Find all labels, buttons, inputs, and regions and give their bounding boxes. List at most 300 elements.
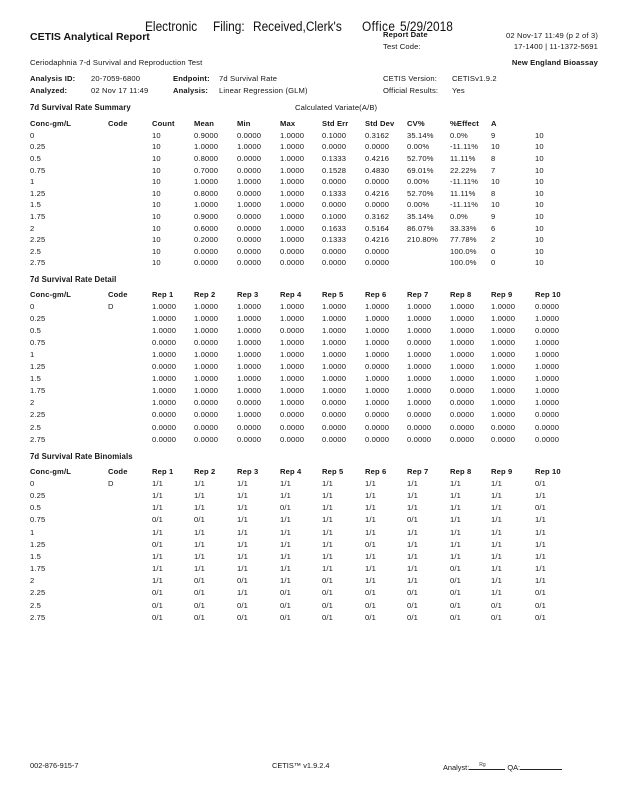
table-cell: 0.0000 bbox=[535, 410, 560, 420]
table-cell: 1/1 bbox=[407, 551, 419, 561]
table-cell: 0/1 bbox=[280, 503, 292, 513]
table-cell: D bbox=[108, 478, 114, 488]
table-cell: 9 bbox=[491, 130, 496, 140]
table-cell: 33.33% bbox=[450, 223, 477, 233]
table-cell: 1/1 bbox=[365, 490, 377, 500]
table-cell: 0/1 bbox=[194, 588, 206, 598]
table-cell: 1.0000 bbox=[407, 374, 432, 384]
table-cell: 0/1 bbox=[365, 612, 377, 622]
table-cell: 1.0000 bbox=[491, 410, 516, 420]
table-cell: 0.0000 bbox=[280, 434, 305, 444]
table-cell: 0.1333 bbox=[322, 154, 347, 164]
table-cell: 0.1633 bbox=[322, 223, 347, 233]
analyzed-label: Analyzed: bbox=[30, 86, 68, 95]
table-cell: 1.0000 bbox=[280, 130, 305, 140]
table-cell: 1 bbox=[30, 350, 35, 360]
column-header: Rep 7 bbox=[407, 466, 429, 476]
table-cell: 1.0000 bbox=[237, 142, 262, 152]
table-cell: 7 bbox=[491, 165, 496, 175]
table-cell: 1/1 bbox=[535, 551, 547, 561]
table-cell: 0.3162 bbox=[365, 130, 390, 140]
table-cell: 0 bbox=[30, 301, 35, 311]
table-cell: 1.0000 bbox=[535, 374, 560, 384]
table-cell: 1/1 bbox=[280, 576, 292, 586]
table-cell: 1/1 bbox=[237, 551, 249, 561]
column-header: Rep 2 bbox=[194, 289, 216, 299]
table-cell: 1/1 bbox=[365, 503, 377, 513]
table-cell: 10 bbox=[535, 258, 544, 268]
table-cell: 1.75 bbox=[30, 212, 46, 222]
table-row bbox=[30, 599, 590, 611]
table-cell: 1 bbox=[30, 527, 35, 537]
table-cell: 0/1 bbox=[280, 612, 292, 622]
table-cell: 1.0000 bbox=[407, 386, 432, 396]
column-header: Rep 4 bbox=[280, 289, 302, 299]
table-cell: 0.0000 bbox=[194, 434, 219, 444]
table-cell: 2 bbox=[30, 398, 35, 408]
table-cell: 1.0000 bbox=[280, 362, 305, 372]
table-cell: 0.9000 bbox=[194, 130, 219, 140]
table-cell: 1.0000 bbox=[237, 313, 262, 323]
table-cell: 1.0000 bbox=[407, 325, 432, 335]
table-cell: 10 bbox=[535, 212, 544, 222]
table-cell: 0.0000 bbox=[365, 362, 390, 372]
qa-label: QA: bbox=[507, 763, 521, 772]
table-cell: 10 bbox=[535, 165, 544, 175]
table-cell: 10 bbox=[535, 223, 544, 233]
table-header-row bbox=[30, 288, 590, 300]
table-cell: 0.0000 bbox=[237, 434, 262, 444]
table-cell: 0.0000 bbox=[280, 246, 305, 256]
table-cell: 0/1 bbox=[365, 588, 377, 598]
table-cell: 1/1 bbox=[491, 478, 503, 488]
table-cell: 1.0000 bbox=[194, 386, 219, 396]
column-header: Mean bbox=[194, 119, 215, 129]
table-cell: 0.0000 bbox=[280, 410, 305, 420]
table-row bbox=[30, 575, 590, 587]
table-cell: -11.11% bbox=[450, 177, 479, 187]
table-cell: 1/1 bbox=[152, 576, 164, 586]
table-row bbox=[30, 130, 590, 142]
table-cell: 0/1 bbox=[322, 576, 334, 586]
table-cell: 8 bbox=[491, 154, 496, 164]
table-cell: 1.0000 bbox=[194, 200, 219, 210]
table-cell: 1.0000 bbox=[450, 350, 475, 360]
table-cell: 1.75 bbox=[30, 386, 46, 396]
filing-stamp-word: Received,Clerk's bbox=[253, 19, 342, 34]
table-cell: 10 bbox=[535, 188, 544, 198]
table-cell: 0 bbox=[491, 246, 496, 256]
table-cell: 0.4216 bbox=[365, 188, 390, 198]
table-cell: 0/1 bbox=[450, 600, 462, 610]
table-cell: 0.0000 bbox=[365, 422, 390, 432]
filing-stamp-date: 5/29/2018 bbox=[400, 19, 453, 34]
table-cell: 10 bbox=[535, 246, 544, 256]
table-cell: 1.0000 bbox=[280, 188, 305, 198]
table-cell: 2.5 bbox=[30, 600, 42, 610]
report-date-value: 02 Nov-17 11:49 (p 2 of 3) bbox=[506, 31, 598, 40]
cetis-version-label: CETIS Version: bbox=[383, 74, 438, 83]
table-row bbox=[30, 477, 590, 489]
table-cell: 0.7000 bbox=[194, 165, 219, 175]
table-cell: 1/1 bbox=[491, 527, 503, 537]
table-cell: 1/1 bbox=[365, 564, 377, 574]
table-cell: 1.0000 bbox=[237, 325, 262, 335]
table-row bbox=[30, 300, 590, 312]
table-cell: 0.9000 bbox=[194, 212, 219, 222]
column-header: Conc-gm/L bbox=[30, 119, 72, 129]
table-cell: 1/1 bbox=[237, 527, 249, 537]
table-cell: 35.14% bbox=[407, 130, 434, 140]
table-cell: 10 bbox=[535, 235, 544, 245]
table-cell: 100.0% bbox=[450, 246, 477, 256]
table-cell: 0.0000 bbox=[194, 410, 219, 420]
table-cell: 1/1 bbox=[322, 490, 334, 500]
table-cell: 1.0000 bbox=[450, 362, 475, 372]
table-cell: 1/1 bbox=[152, 490, 164, 500]
table-cell: 0/1 bbox=[237, 600, 249, 610]
analysis-value: Linear Regression (GLM) bbox=[219, 86, 308, 95]
table-header-row bbox=[30, 465, 590, 477]
table-cell: 0/1 bbox=[322, 588, 334, 598]
table-cell: 1/1 bbox=[280, 527, 292, 537]
table-cell: 0.1333 bbox=[322, 235, 347, 245]
table-cell: 1/1 bbox=[491, 515, 503, 525]
table-cell: 1.0000 bbox=[237, 362, 262, 372]
table-cell: 2.75 bbox=[30, 434, 46, 444]
table-cell: 0/1 bbox=[237, 576, 249, 586]
table-row bbox=[30, 587, 590, 599]
table-cell: 1.0000 bbox=[237, 200, 262, 210]
table-cell: 0.0000 bbox=[280, 325, 305, 335]
table-row bbox=[30, 397, 590, 409]
table-cell: 10 bbox=[152, 200, 161, 210]
table-cell: 1.0000 bbox=[365, 313, 390, 323]
table-cell: 0/1 bbox=[152, 588, 164, 598]
table-cell: 0/1 bbox=[535, 478, 547, 488]
table-cell: 10 bbox=[535, 200, 544, 210]
official-results-value: Yes bbox=[452, 86, 465, 95]
table-cell: 0.0000 bbox=[237, 246, 262, 256]
table-cell: 0.4830 bbox=[365, 165, 390, 175]
table-cell: 1/1 bbox=[491, 503, 503, 513]
table-row bbox=[30, 514, 590, 526]
table-cell: 1.0000 bbox=[280, 398, 305, 408]
table-cell: 0.0000 bbox=[365, 434, 390, 444]
table-cell: 0/1 bbox=[194, 612, 206, 622]
table-cell: 0/1 bbox=[365, 600, 377, 610]
table-cell: 0/1 bbox=[450, 576, 462, 586]
table-cell: 1/1 bbox=[194, 551, 206, 561]
column-header: A bbox=[491, 119, 497, 129]
table-cell: 0/1 bbox=[535, 600, 547, 610]
column-header: Code bbox=[108, 289, 128, 299]
table-cell: 0.0000 bbox=[491, 422, 516, 432]
table-cell: 1/1 bbox=[152, 551, 164, 561]
column-header: Rep 5 bbox=[322, 466, 344, 476]
table-cell: 1.0000 bbox=[491, 325, 516, 335]
table-cell: 1/1 bbox=[450, 503, 462, 513]
table-cell: 1/1 bbox=[407, 527, 419, 537]
table-cell: 1/1 bbox=[194, 564, 206, 574]
table-row bbox=[30, 222, 590, 234]
table-cell: 0/1 bbox=[152, 600, 164, 610]
column-header: Rep 8 bbox=[450, 289, 472, 299]
table-cell: 1/1 bbox=[322, 564, 334, 574]
table-cell: 52.70% bbox=[407, 188, 434, 198]
table-cell: 0/1 bbox=[365, 539, 377, 549]
table-cell: 1.0000 bbox=[322, 313, 347, 323]
table-cell: 0/1 bbox=[194, 600, 206, 610]
table-cell: 10 bbox=[152, 246, 161, 256]
survival-binomials-table bbox=[30, 465, 590, 623]
analysis-id-label: Analysis ID: bbox=[30, 74, 76, 83]
table-cell: 0/1 bbox=[535, 503, 547, 513]
table-cell: 0/1 bbox=[407, 612, 419, 622]
table-cell: 1.0000 bbox=[280, 177, 305, 187]
table-cell: 1.0000 bbox=[194, 350, 219, 360]
table-cell: 0.0000 bbox=[237, 130, 262, 140]
analyst-initials: Rg bbox=[479, 762, 486, 768]
table-cell: 1.0000 bbox=[280, 142, 305, 152]
document-id: 002-876-915-7 bbox=[30, 761, 79, 770]
table-cell: 0/1 bbox=[322, 600, 334, 610]
column-header: Rep 3 bbox=[237, 466, 259, 476]
table-cell: 1/1 bbox=[152, 527, 164, 537]
table-cell: 1/1 bbox=[491, 588, 503, 598]
table-cell: 1/1 bbox=[280, 564, 292, 574]
table-cell: 0.0000 bbox=[237, 223, 262, 233]
table-cell: 0.5 bbox=[30, 154, 42, 164]
table-cell: 1/1 bbox=[237, 588, 249, 598]
table-cell: 2.5 bbox=[30, 246, 42, 256]
table-cell: 1/1 bbox=[365, 527, 377, 537]
table-cell: 1/1 bbox=[280, 478, 292, 488]
table-cell: 10 bbox=[535, 142, 544, 152]
table-cell: 1/1 bbox=[194, 503, 206, 513]
table-cell: 10 bbox=[152, 142, 161, 152]
table-cell: 0.0000 bbox=[407, 434, 432, 444]
table-cell: 0.0000 bbox=[365, 200, 390, 210]
table-cell: 10 bbox=[152, 154, 161, 164]
table-cell: 1/1 bbox=[450, 527, 462, 537]
table-cell: 1.0000 bbox=[152, 313, 177, 323]
table-cell: 1.0000 bbox=[450, 325, 475, 335]
table-cell: 0.1528 bbox=[322, 165, 347, 175]
column-header: Count bbox=[152, 119, 175, 129]
column-header: Rep 1 bbox=[152, 289, 174, 299]
table-cell: 2.75 bbox=[30, 612, 46, 622]
analyzed-value: 02 Nov 17 11:49 bbox=[91, 86, 149, 95]
table-cell: 2 bbox=[30, 576, 35, 586]
table-row bbox=[30, 141, 590, 153]
analysis-id-value: 20-7059-6800 bbox=[91, 74, 141, 83]
table-cell: 0.0000 bbox=[450, 410, 475, 420]
table-cell: 0/1 bbox=[152, 612, 164, 622]
table-cell: 1.0000 bbox=[194, 142, 219, 152]
table-cell: 1.0000 bbox=[194, 313, 219, 323]
table-cell: 1.0000 bbox=[237, 350, 262, 360]
lab-name: New England Bioassay bbox=[511, 58, 598, 67]
column-header: Rep 6 bbox=[365, 466, 387, 476]
column-header: Rep 9 bbox=[491, 466, 513, 476]
table-cell: 0.0000 bbox=[280, 258, 305, 268]
table-cell: 10 bbox=[152, 212, 161, 222]
table-row bbox=[30, 502, 590, 514]
table-cell: 1/1 bbox=[450, 478, 462, 488]
table-cell: 0.00% bbox=[407, 142, 430, 152]
table-cell: 0.6000 bbox=[194, 223, 219, 233]
table-cell: 1/1 bbox=[322, 515, 334, 525]
table-cell: 1/1 bbox=[407, 503, 419, 513]
table-cell: 10 bbox=[152, 235, 161, 245]
table-cell: 1/1 bbox=[194, 539, 206, 549]
table-header-row bbox=[30, 118, 590, 130]
table-cell: 8 bbox=[491, 188, 496, 198]
table-cell: 0/1 bbox=[450, 564, 462, 574]
table-cell: 1/1 bbox=[535, 490, 547, 500]
table-row bbox=[30, 526, 590, 538]
report-title: CETIS Analytical Report bbox=[30, 31, 150, 43]
table-cell: 1/1 bbox=[280, 539, 292, 549]
table-cell: 1.0000 bbox=[407, 313, 432, 323]
report-date-label: Report Date bbox=[383, 30, 428, 39]
table-cell: 0.0000 bbox=[407, 337, 432, 347]
table-cell: 0.5 bbox=[30, 503, 42, 513]
table-cell: 2.25 bbox=[30, 588, 46, 598]
table-cell: 0.0000 bbox=[152, 337, 177, 347]
table-cell: 1.0000 bbox=[535, 386, 560, 396]
table-cell: 1/1 bbox=[152, 564, 164, 574]
table-cell: 1.0000 bbox=[280, 350, 305, 360]
column-header: Max bbox=[280, 119, 296, 129]
column-header: %Effect bbox=[450, 119, 479, 129]
table-cell: 2 bbox=[30, 223, 35, 233]
table-cell: 1.0000 bbox=[194, 325, 219, 335]
column-header: Rep 6 bbox=[365, 289, 387, 299]
table-cell: 0.0000 bbox=[365, 142, 390, 152]
table-cell: 1.0000 bbox=[535, 337, 560, 347]
table-cell: 1.0000 bbox=[450, 313, 475, 323]
table-cell: 0.0000 bbox=[491, 434, 516, 444]
table-cell: 1/1 bbox=[491, 564, 503, 574]
table-cell: 1/1 bbox=[322, 539, 334, 549]
table-cell: 1.0000 bbox=[491, 313, 516, 323]
table-cell: 0.0000 bbox=[152, 410, 177, 420]
table-cell: 0 bbox=[30, 478, 35, 488]
table-cell: 1.0000 bbox=[152, 325, 177, 335]
table-cell: 1.0000 bbox=[535, 313, 560, 323]
detail-section-title: 7d Survival Rate Detail bbox=[30, 275, 117, 284]
table-cell: 0.0000 bbox=[365, 410, 390, 420]
table-cell: 1.0000 bbox=[365, 386, 390, 396]
table-cell: 1/1 bbox=[237, 478, 249, 488]
column-header: Conc-gm/L bbox=[30, 466, 72, 476]
table-cell: 1.0000 bbox=[280, 223, 305, 233]
column-header: Rep 10 bbox=[535, 466, 561, 476]
table-cell: 1/1 bbox=[152, 503, 164, 513]
table-cell: 1.0000 bbox=[152, 374, 177, 384]
table-cell: 10 bbox=[491, 142, 500, 152]
table-row bbox=[30, 563, 590, 575]
table-cell: 1.0000 bbox=[322, 350, 347, 360]
filing-stamp-word: Filing: bbox=[213, 19, 245, 34]
table-cell: 0.0000 bbox=[194, 398, 219, 408]
table-cell: 0.0000 bbox=[237, 154, 262, 164]
calculated-variate-label: Calculated Variate(A/B) bbox=[295, 103, 378, 112]
table-cell: 0 bbox=[30, 130, 35, 140]
table-cell: 1.0000 bbox=[535, 350, 560, 360]
table-cell: 2 bbox=[491, 235, 496, 245]
table-cell: 1.0000 bbox=[237, 301, 262, 311]
table-cell: 0.0000 bbox=[194, 246, 219, 256]
column-header: Conc-gm/L bbox=[30, 289, 72, 299]
table-cell: 52.70% bbox=[407, 154, 434, 164]
table-cell: 10 bbox=[535, 177, 544, 187]
table-cell: 1.0000 bbox=[491, 386, 516, 396]
table-cell: 0.0000 bbox=[365, 258, 390, 268]
table-cell: 0/1 bbox=[535, 588, 547, 598]
table-cell: 1/1 bbox=[365, 576, 377, 586]
table-cell: 0.0000 bbox=[450, 422, 475, 432]
column-header: Rep 9 bbox=[491, 289, 513, 299]
table-cell: 1.0000 bbox=[237, 386, 262, 396]
table-cell: 0.0000 bbox=[194, 337, 219, 347]
table-cell: 0.0000 bbox=[322, 434, 347, 444]
table-cell: 0/1 bbox=[280, 600, 292, 610]
table-cell: 2.5 bbox=[30, 422, 42, 432]
table-cell: 0/1 bbox=[152, 515, 164, 525]
table-cell: 1/1 bbox=[450, 539, 462, 549]
table-cell: 1.0000 bbox=[365, 374, 390, 384]
table-cell: 0.3162 bbox=[365, 212, 390, 222]
column-header: CV% bbox=[407, 119, 425, 129]
table-cell: 1.0000 bbox=[407, 350, 432, 360]
table-cell: 1/1 bbox=[491, 576, 503, 586]
table-cell: 1.5 bbox=[30, 551, 42, 561]
table-cell: 0.0000 bbox=[322, 422, 347, 432]
table-cell: 0.0000 bbox=[322, 258, 347, 268]
table-cell: 1.0000 bbox=[365, 398, 390, 408]
table-cell: 69.01% bbox=[407, 165, 434, 175]
table-cell: 1/1 bbox=[194, 478, 206, 488]
table-cell: 77.78% bbox=[450, 235, 477, 245]
table-cell: -11.11% bbox=[450, 200, 479, 210]
table-cell: 1/1 bbox=[407, 539, 419, 549]
table-cell: 1.0000 bbox=[280, 337, 305, 347]
table-cell: 1.0000 bbox=[365, 350, 390, 360]
table-cell: 0.8000 bbox=[194, 188, 219, 198]
table-cell: 2.75 bbox=[30, 258, 46, 268]
table-cell: 0.0000 bbox=[535, 325, 560, 335]
table-cell: 1.0000 bbox=[450, 374, 475, 384]
table-cell: 1.0000 bbox=[491, 398, 516, 408]
table-cell: 0.0000 bbox=[194, 258, 219, 268]
analysis-label: Analysis: bbox=[173, 86, 209, 95]
table-cell: 10 bbox=[152, 130, 161, 140]
table-cell: 0.75 bbox=[30, 337, 46, 347]
table-cell: 1/1 bbox=[535, 515, 547, 525]
table-row bbox=[30, 336, 590, 348]
table-cell: 10 bbox=[535, 154, 544, 164]
table-cell: 0/1 bbox=[407, 600, 419, 610]
table-cell: 1/1 bbox=[535, 576, 547, 586]
table-cell: 0.0000 bbox=[322, 200, 347, 210]
table-cell: 0.0000 bbox=[322, 410, 347, 420]
table-cell: 1/1 bbox=[407, 490, 419, 500]
table-cell: 1.75 bbox=[30, 564, 46, 574]
table-cell: 1.0000 bbox=[280, 212, 305, 222]
